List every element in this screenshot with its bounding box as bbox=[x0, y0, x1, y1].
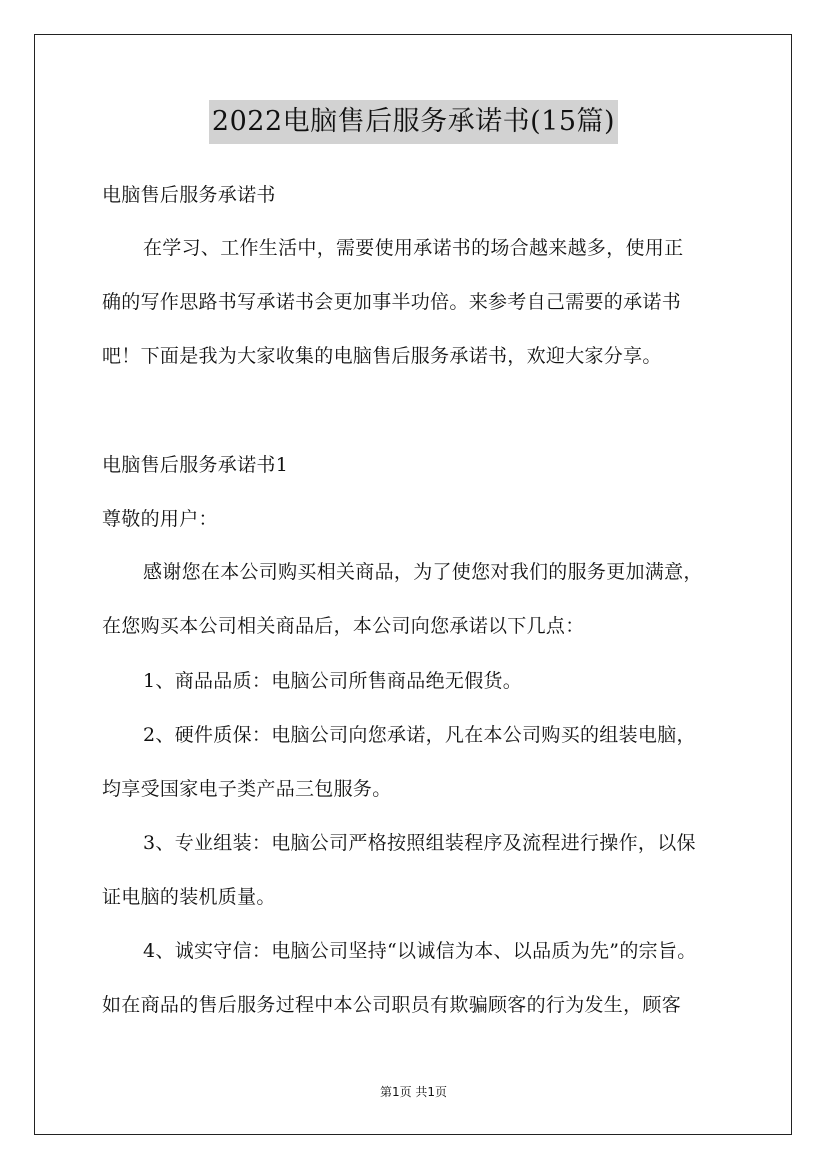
salutation: 尊敬的用户： bbox=[102, 508, 218, 530]
intro-line: 在学习、工作生活中，需要使用承诺书的场合越来越多，使用正 bbox=[143, 237, 684, 259]
intro-heading: 电脑售后服务承诺书 bbox=[102, 184, 276, 206]
body-line: 证电脑的装机质量。 bbox=[102, 886, 276, 908]
body-line: 在您购买本公司相关商品后，本公司向您承诺以下几点： bbox=[102, 615, 585, 637]
intro-line: 确的写作思路书写承诺书会更加事半功倍。来参考自己需要的承诺书 bbox=[102, 291, 682, 313]
title-container bbox=[0, 100, 827, 144]
body-line: 3、专业组装：电脑公司严格按照组装程序及流程进行操作，以保 bbox=[143, 832, 696, 854]
body-line: 感谢您在本公司购买相关商品，为了使您对我们的服务更加满意， bbox=[143, 561, 703, 583]
body-line: 1、商品品质：电脑公司所售商品绝无假货。 bbox=[143, 670, 523, 692]
document-title: 2022电脑售后服务承诺书(15篇) bbox=[209, 100, 618, 144]
body-line: 如在商品的售后服务过程中本公司职员有欺骗顾客的行为发生，顾客 bbox=[102, 994, 682, 1016]
body-line: 4、诚实守信：电脑公司坚持“以诚信为本、以品质为先”的宗旨。 bbox=[143, 940, 697, 962]
body-line: 均享受国家电子类产品三包服务。 bbox=[102, 778, 392, 800]
body-line: 2、硬件质保：电脑公司向您承诺，凡在本公司购买的组装电脑， bbox=[143, 724, 696, 746]
intro-line: 吧！下面是我为大家收集的电脑售后服务承诺书，欢迎大家分享。 bbox=[102, 345, 662, 367]
section-heading: 电脑售后服务承诺书1 bbox=[102, 454, 289, 476]
page-footer: 第1页 共1页 bbox=[379, 1085, 448, 1099]
